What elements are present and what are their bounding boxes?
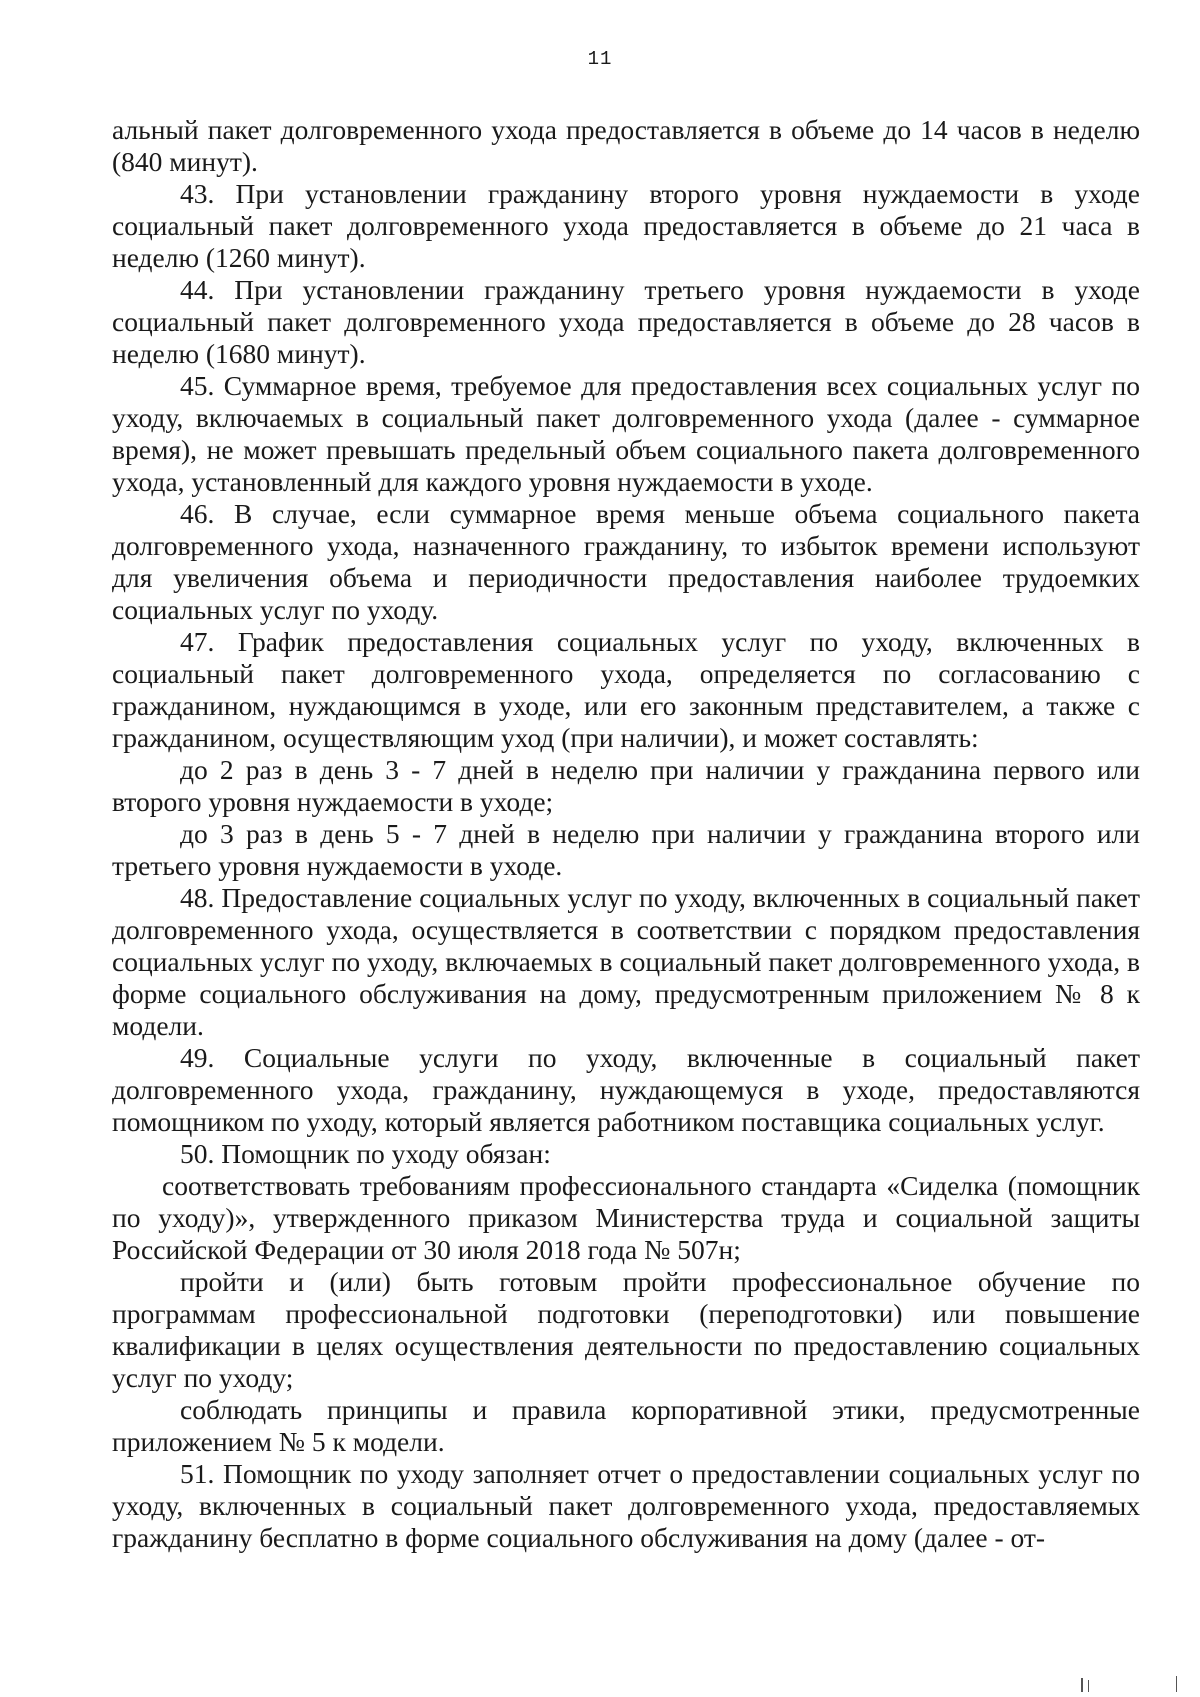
paragraph-51: 51. Помощник по уходу заполняет отчет о предоставлении социальных услуг по уходу, включенных в социальный пакет долговременного ухода, предоставляемых гражданину бесплатно в форме социального обслуживания на дому (далее - от- <box>112 1458 1140 1553</box>
scan-artifact-mark <box>1081 1678 1083 1692</box>
paragraph-43: 43. При установлении гражданину второго уровня нуждаемости в уходе социальный пакет долговременного ухода предоставляется в объеме до 21 часа в неделю (1260 минут). <box>112 178 1140 273</box>
paragraph-continuation: альный пакет долговременного ухода предоставляется в объеме до 14 часов в неделю (840 минут). <box>112 114 1140 177</box>
paragraph-50-item-2: пройти и (или) быть готовым пройти профессиональное обучение по программам профессиональной подготовки (переподготовки) или повышение квалификации в целях осуществления деятельности по предоставлению социальных услуг по уходу; <box>112 1266 1140 1393</box>
paragraph-50: 50. Помощник по уходу обязан: <box>180 1138 551 1169</box>
page-number: 11 <box>587 48 613 70</box>
paragraph-48: 48. Предоставление социальных услуг по уходу, включенных в социальный пакет долговременного ухода, осуществляется в соответствии с порядком предоставления социальных услуг по уходу, включаемых в социальный пакет долговременного ухода, в форме социального обслуживания на дому, предусмотренным приложением № 8 к модели. <box>112 882 1140 1041</box>
paragraph-47: 47. График предоставления социальных услуг по уходу, включенных в социальный пакет долговременного ухода, определяется по согласованию с гражданином, нуждающимся в уходе, или его законным представителем, а также с гражданином, осуществляющим уход (при наличии), и может составлять: <box>112 626 1140 753</box>
document-body <box>112 114 1140 1554</box>
paragraph-49: 49. Социальные услуги по уходу, включенные в социальный пакет долговременного ухода, гражданину, нуждающемуся в уходе, предоставляются помощником по уходу, который является работником поставщика социальных услуг. <box>112 1042 1140 1137</box>
paragraph-47-item-2: до 3 раз в день 5 - 7 дней в неделю при наличии у гражданина второго или третьего уровня нуждаемости в уходе. <box>112 818 1140 881</box>
scan-artifact-mark <box>1088 1680 1089 1692</box>
paragraph-50-item-1: соответствовать требованиям профессионального стандарта «Сиделка (помощник по уходу)», утвержденного приказом Министерства труда и социальной защиты Российской Федерации от 30 июля 2018 года № 507н; <box>112 1170 1140 1265</box>
paragraph-47-item-1: до 2 раз в день 3 - 7 дней в неделю при наличии у гражданина первого или второго уровня нуждаемости в уходе; <box>112 754 1140 817</box>
paragraph-44: 44. При установлении гражданину третьего уровня нуждаемости в уходе социальный пакет долговременного ухода предоставляется в объеме до 28 часов в неделю (1680 минут). <box>112 274 1140 369</box>
scan-artifact-mark <box>1176 1676 1177 1692</box>
paragraph-46: 46. В случае, если суммарное время меньше объема социального пакета долговременного ухода, назначенного гражданину, то избыток времени используют для увеличения объема и периодичности предоставления наиболее трудоемких социальных услуг по уходу. <box>112 498 1140 625</box>
paragraph-50-item-3: соблюдать принципы и правила корпоративной этики, предусмотренные приложением № 5 к модели. <box>112 1394 1140 1457</box>
paragraph-45: 45. Суммарное время, требуемое для предоставления всех социальных услуг по уходу, включаемых в социальный пакет долговременного ухода (далее - суммарное время), не может превышать предельный объем социального пакета долговременного ухода, установленный для каждого уровня нуждаемости в уходе. <box>112 370 1140 497</box>
